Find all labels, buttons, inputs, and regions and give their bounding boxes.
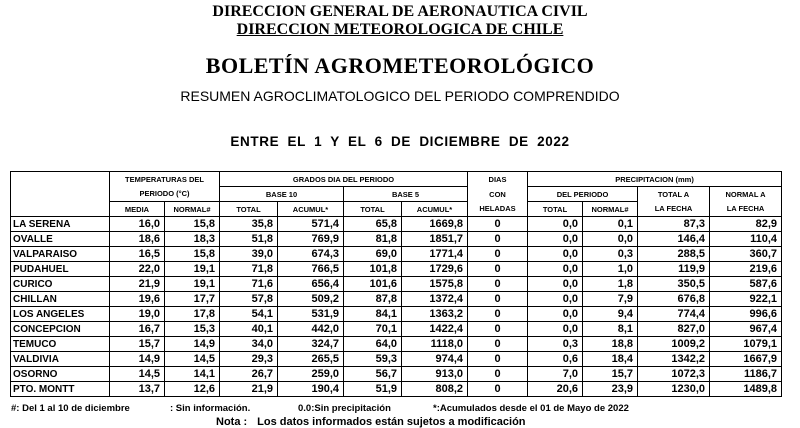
b10-acumul-cell: 656,4 xyxy=(278,277,344,292)
b5-total-cell: 70,1 xyxy=(344,322,402,337)
b5-total-cell: 87,8 xyxy=(344,292,402,307)
total-a-fecha-cell: 87,3 xyxy=(638,217,710,232)
table-row xyxy=(11,352,782,367)
precip-header: PRECIPITACION (mm) xyxy=(528,172,782,187)
b10-acumul-cell: 442,0 xyxy=(278,322,344,337)
b5-total-cell: 69,0 xyxy=(344,247,402,262)
b10-acumul-cell: 769,9 xyxy=(278,232,344,247)
b10-total-cell: 26,7 xyxy=(220,367,278,382)
la-fecha-header: LA FECHA xyxy=(638,202,710,217)
heladas-cell: 0 xyxy=(468,247,528,262)
temp-media-cell: 22,0 xyxy=(110,262,165,277)
temp-media-cell: 13,7 xyxy=(110,382,165,397)
b5-total-cell: 64,0 xyxy=(344,337,402,352)
table-row xyxy=(11,232,782,247)
header-row-3 xyxy=(11,202,782,217)
station-cell: OVALLE xyxy=(11,232,110,247)
b10-acumul-cell: 259,0 xyxy=(278,367,344,382)
b5-acumul-cell: 1575,8 xyxy=(402,277,468,292)
note xyxy=(216,416,526,428)
b5-acumul-cell: 913,0 xyxy=(402,367,468,382)
precip-normal-cell: 9,4 xyxy=(583,307,638,322)
b10-total-cell: 35,8 xyxy=(220,217,278,232)
footnote-colon: : Sin información. xyxy=(170,403,251,414)
b5-acumul-cell: 1363,2 xyxy=(402,307,468,322)
b5-acumul-cell: 1422,4 xyxy=(402,322,468,337)
bulletin-subtitle: RESUMEN AGROCLIMATOLOGICO DEL PERIODO COMPRENDIDO xyxy=(180,88,620,104)
footnote-hash: #: Del 1 al 10 de diciembre xyxy=(11,403,130,414)
dias-header: DIAS xyxy=(468,172,528,187)
temp-normal-cell: 14,5 xyxy=(165,352,220,367)
normal-a-fecha-cell: 360,7 xyxy=(710,247,782,262)
table-row xyxy=(11,322,782,337)
b10-acumul-cell: 766,5 xyxy=(278,262,344,277)
temp-normal-cell: 15,8 xyxy=(165,217,220,232)
b5-total-cell: 81,8 xyxy=(344,232,402,247)
temp-media-cell: 16,0 xyxy=(110,217,165,232)
la-fecha2-header: LA FECHA xyxy=(710,202,782,217)
b10-total-cell: 71,6 xyxy=(220,277,278,292)
normal-a-fecha-cell: 1489,8 xyxy=(710,382,782,397)
temp-normal-cell: 14,1 xyxy=(165,367,220,382)
b10-total-cell: 57,8 xyxy=(220,292,278,307)
heladas-cell: 0 xyxy=(468,292,528,307)
b10-total-cell: 71,8 xyxy=(220,262,278,277)
header-row-2 xyxy=(11,187,782,202)
precip-normal-cell: 1,8 xyxy=(583,277,638,292)
temp-normal-cell: 12,6 xyxy=(165,382,220,397)
normal-a-fecha-cell: 219,6 xyxy=(710,262,782,277)
station-cell: TEMUCO xyxy=(11,337,110,352)
precip-normal-cell: 8,1 xyxy=(583,322,638,337)
b5-acumul-cell: 808,2 xyxy=(402,382,468,397)
station-cell: LOS ANGELES xyxy=(11,307,110,322)
b5-acumul-cell: 1669,8 xyxy=(402,217,468,232)
total-a-fecha-cell: 774,4 xyxy=(638,307,710,322)
precip-total-cell: 20,6 xyxy=(528,382,583,397)
precip-total-cell: 0,0 xyxy=(528,277,583,292)
normal-a-fecha-cell: 996,6 xyxy=(710,307,782,322)
del-periodo-header: DEL PERIODO xyxy=(528,187,638,202)
heladas-cell: 0 xyxy=(468,262,528,277)
b5-acumul-cell: 1771,4 xyxy=(402,247,468,262)
station-cell: CHILLAN xyxy=(11,292,110,307)
b5-total-cell: 56,7 xyxy=(344,367,402,382)
normal-header: NORMAL# xyxy=(165,202,220,217)
temp-normal-cell: 15,8 xyxy=(165,247,220,262)
b5-acumul-cell: 1851,7 xyxy=(402,232,468,247)
precip-normal-cell: 0,1 xyxy=(583,217,638,232)
normal-a-fecha-cell: 1667,9 xyxy=(710,352,782,367)
precip-normal-cell: 7,9 xyxy=(583,292,638,307)
note-text: Los datos informados están sujetos a modificación xyxy=(257,416,526,428)
station-header xyxy=(11,172,110,187)
precip-total-cell: 0,0 xyxy=(528,232,583,247)
precip-normal-cell: 0,0 xyxy=(583,232,638,247)
temp-normal-cell: 15,3 xyxy=(165,322,220,337)
total-a-fecha-cell: 1230,0 xyxy=(638,382,710,397)
b10-total-cell: 39,0 xyxy=(220,247,278,262)
table-row xyxy=(11,307,782,322)
station-cell: VALDIVIA xyxy=(11,352,110,367)
heladas-cell: 0 xyxy=(468,367,528,382)
total-a-fecha-cell: 350,5 xyxy=(638,277,710,292)
precip-normal-cell: 18,8 xyxy=(583,337,638,352)
table-row xyxy=(11,367,782,382)
total-a-fecha-cell: 1072,3 xyxy=(638,367,710,382)
p-total-header: TOTAL xyxy=(528,202,583,217)
b5-acumul-cell: 1729,6 xyxy=(402,262,468,277)
org-name: DIRECCION GENERAL DE AERONAUTICA CIVIL xyxy=(212,3,588,20)
media-header: MEDIA xyxy=(110,202,165,217)
temp-media-cell: 21,9 xyxy=(110,277,165,292)
total-a-fecha-cell: 676,8 xyxy=(638,292,710,307)
precip-total-cell: 0,0 xyxy=(528,322,583,337)
base10-header: BASE 10 xyxy=(220,187,344,202)
b5-acumul-cell: 974,4 xyxy=(402,352,468,367)
heladas-cell: 0 xyxy=(468,322,528,337)
heladas-cell: 0 xyxy=(468,337,528,352)
dept-name: DIRECCION METEOROLOGICA DE CHILE xyxy=(236,21,564,38)
b10-total-cell: 54,1 xyxy=(220,307,278,322)
b10-acumul-cell: 265,5 xyxy=(278,352,344,367)
b10-acumul-cell: 509,2 xyxy=(278,292,344,307)
normal-a-fecha-cell: 1186,7 xyxy=(710,367,782,382)
precip-normal-cell: 18,4 xyxy=(583,352,638,367)
heladas-cell: 0 xyxy=(468,232,528,247)
total-a-fecha-cell: 119,9 xyxy=(638,262,710,277)
total-a-fecha-cell: 827,0 xyxy=(638,322,710,337)
b10-acumul-cell: 324,7 xyxy=(278,337,344,352)
b5-total-cell: 65,8 xyxy=(344,217,402,232)
temp-media-cell: 14,9 xyxy=(110,352,165,367)
table-row xyxy=(11,382,782,397)
precip-normal-cell: 0,3 xyxy=(583,247,638,262)
temp-header-2: PERIODO (°C) xyxy=(110,187,220,202)
table-row xyxy=(11,277,782,292)
station-cell: PTO. MONTT xyxy=(11,382,110,397)
b5-total-cell: 101,8 xyxy=(344,262,402,277)
total-a-fecha-cell: 288,5 xyxy=(638,247,710,262)
normal-a-fecha-cell: 922,1 xyxy=(710,292,782,307)
station-cell: PUDAHUEL xyxy=(11,262,110,277)
b10-acumul-cell: 571,4 xyxy=(278,217,344,232)
station-cell: CONCEPCION xyxy=(11,322,110,337)
footnote-asterisk: *:Acumulados desde el 01 de Mayo de 2022 xyxy=(433,403,629,414)
b5-total-cell: 59,3 xyxy=(344,352,402,367)
period-range: ENTRE EL 1 Y EL 6 DE DICIEMBRE DE 2022 xyxy=(230,134,570,149)
b10-total-cell: 51,8 xyxy=(220,232,278,247)
temp-media-cell: 14,5 xyxy=(110,367,165,382)
b10-total-cell: 21,9 xyxy=(220,382,278,397)
b5-acumul-header: ACUMUL* xyxy=(402,202,468,217)
temp-normal-cell: 17,8 xyxy=(165,307,220,322)
temp-media-cell: 18,6 xyxy=(110,232,165,247)
header-row-1 xyxy=(11,172,782,187)
table-row xyxy=(11,292,782,307)
normal-a-fecha-cell: 587,6 xyxy=(710,277,782,292)
normal-a-fecha-cell: 82,9 xyxy=(710,217,782,232)
base5-header: BASE 5 xyxy=(344,187,468,202)
precip-normal-cell: 23,9 xyxy=(583,382,638,397)
temp-normal-cell: 14,9 xyxy=(165,337,220,352)
b10-total-cell: 40,1 xyxy=(220,322,278,337)
b5-acumul-cell: 1372,4 xyxy=(402,292,468,307)
station-cell: LA SERENA xyxy=(11,217,110,232)
temp-normal-cell: 19,1 xyxy=(165,262,220,277)
total-a-fecha-cell: 146,4 xyxy=(638,232,710,247)
normal-a-fecha-cell: 967,4 xyxy=(710,322,782,337)
gd-header: GRADOS DIA DEL PERIODO xyxy=(220,172,468,187)
precip-normal-cell: 15,7 xyxy=(583,367,638,382)
station-cell: CURICO xyxy=(11,277,110,292)
total-a-header: TOTAL A xyxy=(638,187,710,202)
heladas-header: HELADAS xyxy=(468,202,528,217)
table-row xyxy=(11,217,782,232)
precip-total-cell: 0,0 xyxy=(528,217,583,232)
p-normal-header: NORMAL# xyxy=(583,202,638,217)
precip-total-cell: 0,0 xyxy=(528,247,583,262)
precip-normal-cell: 1,0 xyxy=(583,262,638,277)
temp-media-cell: 15,7 xyxy=(110,337,165,352)
total-a-fecha-cell: 1009,2 xyxy=(638,337,710,352)
table-body xyxy=(11,217,782,397)
b10-total-cell: 34,0 xyxy=(220,337,278,352)
b5-total-header: TOTAL xyxy=(344,202,402,217)
footnote-zero: 0.0:Sin precipitación xyxy=(298,403,391,414)
heladas-cell: 0 xyxy=(468,382,528,397)
precip-total-cell: 0,0 xyxy=(528,262,583,277)
temp-media-cell: 19,0 xyxy=(110,307,165,322)
b10-acumul-cell: 190,4 xyxy=(278,382,344,397)
b5-total-cell: 101,6 xyxy=(344,277,402,292)
precip-total-cell: 0,6 xyxy=(528,352,583,367)
temp-normal-cell: 17,7 xyxy=(165,292,220,307)
b10-acumul-cell: 531,9 xyxy=(278,307,344,322)
temp-media-cell: 19,6 xyxy=(110,292,165,307)
normal-a-fecha-cell: 110,4 xyxy=(710,232,782,247)
b5-total-cell: 84,1 xyxy=(344,307,402,322)
station-cell: OSORNO xyxy=(11,367,110,382)
b5-total-cell: 51,9 xyxy=(344,382,402,397)
temp-media-cell: 16,7 xyxy=(110,322,165,337)
total-a-fecha-cell: 1342,2 xyxy=(638,352,710,367)
temp-media-cell: 16,5 xyxy=(110,247,165,262)
table-row xyxy=(11,337,782,352)
normal-a-header: NORMAL A xyxy=(710,187,782,202)
heladas-cell: 0 xyxy=(468,352,528,367)
heladas-cell: 0 xyxy=(468,277,528,292)
temp-header-1: TEMPERATURAS DEL xyxy=(110,172,220,187)
station-cell: VALPARAISO xyxy=(11,247,110,262)
precip-total-cell: 0,0 xyxy=(528,307,583,322)
temp-normal-cell: 18,3 xyxy=(165,232,220,247)
b5-acumul-cell: 1118,0 xyxy=(402,337,468,352)
note-label: Nota : xyxy=(216,416,248,428)
heladas-cell: 0 xyxy=(468,307,528,322)
b10-acumul-cell: 674,3 xyxy=(278,247,344,262)
b10-total-header: TOTAL xyxy=(220,202,278,217)
precip-total-cell: 7,0 xyxy=(528,367,583,382)
table-row xyxy=(11,247,782,262)
b10-total-cell: 29,3 xyxy=(220,352,278,367)
b10-acumul-header: ACUMUL* xyxy=(278,202,344,217)
table-row xyxy=(11,262,782,277)
heladas-cell: 0 xyxy=(468,217,528,232)
temp-normal-cell: 19,1 xyxy=(165,277,220,292)
normal-a-fecha-cell: 1079,1 xyxy=(710,337,782,352)
con-header: CON xyxy=(468,187,528,202)
bulletin-title: BOLETÍN AGROMETEOROLÓGICO xyxy=(205,53,595,78)
precip-total-cell: 0,3 xyxy=(528,337,583,352)
agro-table xyxy=(10,171,782,397)
precip-total-cell: 0,0 xyxy=(528,292,583,307)
